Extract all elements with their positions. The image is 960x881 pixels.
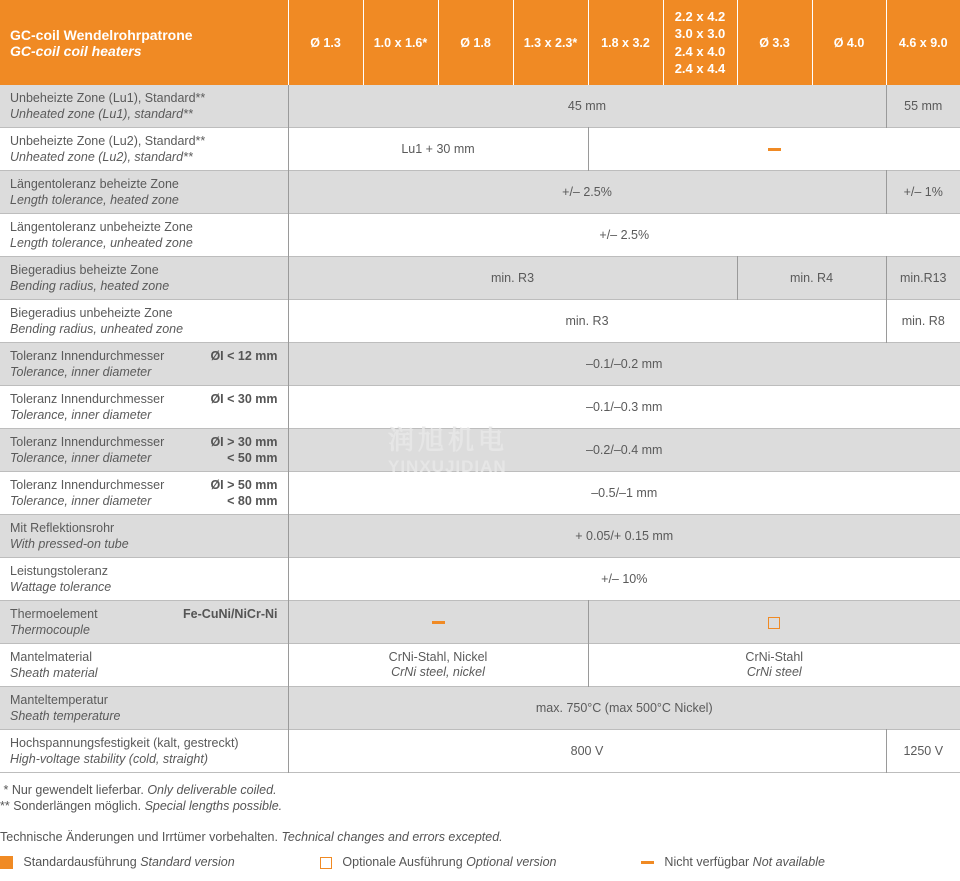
row-label-en: Thermocouple bbox=[10, 623, 90, 637]
row-label-de: Thermoelement bbox=[10, 607, 98, 621]
row-label bbox=[0, 558, 288, 601]
table-row bbox=[0, 386, 960, 429]
row-label bbox=[0, 128, 288, 171]
cell-value-en: CrNi steel bbox=[746, 665, 802, 679]
column-header: Ø 1.8 bbox=[438, 0, 513, 85]
row-label-en: Tolerance, inner diameter bbox=[10, 365, 152, 379]
column-header-line: 2.4 x 4.4 bbox=[674, 61, 726, 76]
column-header-stacked bbox=[663, 0, 737, 85]
row-label-en: Bending radius, heated zone bbox=[10, 279, 170, 293]
table-cell bbox=[288, 601, 588, 644]
footnote bbox=[0, 798, 282, 814]
row-spec-line: < 50 mm bbox=[227, 451, 278, 465]
not-available-dash-icon bbox=[432, 621, 445, 624]
disclaimer-de: Technische Änderungen und Irrtümer vorbehalten. bbox=[0, 830, 278, 844]
row-label bbox=[0, 300, 288, 343]
footnote-de: * Nur gewendelt lieferbar. bbox=[3, 783, 144, 797]
footnote-de: ** Sonderlängen möglich. bbox=[0, 799, 142, 813]
table-cell: –0.1/–0.3 mm bbox=[288, 386, 960, 429]
row-label-en: Length tolerance, unheated zone bbox=[10, 236, 193, 250]
row-label-de: Biegeradius beheizte Zone bbox=[10, 263, 159, 277]
table-cell: min.R13 bbox=[886, 257, 960, 300]
table-title bbox=[0, 0, 288, 85]
table-cell: +/– 2.5% bbox=[288, 171, 886, 214]
row-label-en: Tolerance, inner diameter bbox=[10, 451, 152, 465]
legend-label-de: Optionale Ausführung bbox=[342, 855, 463, 869]
row-label-de: Toleranz Innendurchmesser bbox=[10, 478, 165, 492]
disclaimer bbox=[0, 830, 503, 844]
footnotes bbox=[0, 782, 282, 814]
column-header: 1.8 x 3.2 bbox=[588, 0, 663, 85]
row-label bbox=[0, 515, 288, 558]
column-header: 1.3 x 2.3* bbox=[513, 0, 588, 85]
row-label-en: Sheath material bbox=[10, 666, 98, 680]
footnote bbox=[0, 782, 282, 798]
row-label-de: Toleranz Innendurchmesser bbox=[10, 349, 165, 363]
table-row bbox=[0, 343, 960, 386]
row-label-spec bbox=[183, 606, 277, 622]
row-label bbox=[0, 386, 288, 429]
table-cell: + 0.05/+ 0.15 mm bbox=[288, 515, 960, 558]
legend-item-standard bbox=[0, 855, 235, 869]
row-spec-line: ØI < 30 mm bbox=[210, 392, 278, 406]
table-cell: min. R4 bbox=[737, 257, 886, 300]
cell-value-de: CrNi-Stahl, Nickel bbox=[388, 650, 488, 664]
row-label-de: Hochspannungsfestigkeit (kalt, gestreckt) bbox=[10, 736, 239, 750]
row-label-en: Tolerance, inner diameter bbox=[10, 408, 152, 422]
table-cell: 800 V bbox=[288, 730, 886, 773]
row-label-de: Manteltemperatur bbox=[10, 693, 108, 707]
table-cell: –0.1/–0.2 mm bbox=[288, 343, 960, 386]
row-spec-line: ØI > 50 mm bbox=[210, 478, 278, 492]
row-label-de: Längentoleranz beheizte Zone bbox=[10, 177, 179, 191]
table-cell: +/– 10% bbox=[288, 558, 960, 601]
table-cell: 1250 V bbox=[886, 730, 960, 773]
row-label-en: With pressed-on tube bbox=[10, 537, 129, 551]
table-cell: min. R3 bbox=[288, 257, 737, 300]
row-label-spec bbox=[210, 434, 277, 466]
row-label bbox=[0, 644, 288, 687]
row-label-en: Unheated zone (Lu1), standard** bbox=[10, 107, 193, 121]
table-row bbox=[0, 601, 960, 644]
row-label-en: Unheated zone (Lu2), standard** bbox=[10, 150, 193, 164]
table-cell: +/– 2.5% bbox=[288, 214, 960, 257]
table-row bbox=[0, 300, 960, 343]
row-label bbox=[0, 687, 288, 730]
cell-value-de: CrNi-Stahl bbox=[745, 650, 804, 664]
row-label-de: Toleranz Innendurchmesser bbox=[10, 392, 165, 406]
column-header: 4.6 x 9.0 bbox=[886, 0, 960, 85]
table-cell: min. R3 bbox=[288, 300, 886, 343]
row-label-de: Unbeheizte Zone (Lu1), Standard** bbox=[10, 91, 206, 105]
table-row bbox=[0, 730, 960, 773]
table-cell: +/– 1% bbox=[886, 171, 960, 214]
table-cell: 55 mm bbox=[886, 85, 960, 128]
row-label-spec bbox=[210, 477, 277, 509]
table-row bbox=[0, 644, 960, 687]
table-cell: Lu1 + 30 mm bbox=[288, 128, 588, 171]
table-row bbox=[0, 257, 960, 300]
table-cell: 45 mm bbox=[288, 85, 886, 128]
row-label bbox=[0, 429, 288, 472]
column-header: Ø 1.3 bbox=[288, 0, 363, 85]
table-title-de: GC-coil Wendelrohrpatrone bbox=[10, 26, 193, 43]
row-label-de: Mantelmaterial bbox=[10, 650, 92, 664]
row-label bbox=[0, 343, 288, 386]
row-label-en: Length tolerance, heated zone bbox=[10, 193, 179, 207]
table-cell: –0.2/–0.4 mm bbox=[288, 429, 960, 472]
watermark-top: 润旭机电 bbox=[388, 425, 509, 455]
table-cell bbox=[588, 128, 960, 171]
row-label bbox=[0, 730, 288, 773]
row-label-en: Sheath temperature bbox=[10, 709, 121, 723]
row-label bbox=[0, 214, 288, 257]
disclaimer-en: Technical changes and errors excepted. bbox=[281, 830, 503, 844]
table-cell bbox=[288, 644, 588, 687]
table-row bbox=[0, 687, 960, 730]
column-header: Ø 3.3 bbox=[737, 0, 812, 85]
cell-value-en: CrNi steel, nickel bbox=[391, 665, 485, 679]
row-label bbox=[0, 601, 288, 644]
row-label-de: Leistungstoleranz bbox=[10, 564, 108, 578]
row-label-de: Biegeradius unbeheizte Zone bbox=[10, 306, 173, 320]
row-spec-line: ØI > 30 mm bbox=[210, 435, 278, 449]
row-label bbox=[0, 171, 288, 214]
table-row bbox=[0, 85, 960, 128]
row-label-en: Tolerance, inner diameter bbox=[10, 494, 152, 508]
legend-label-en: Not available bbox=[752, 855, 825, 869]
optional-square-icon bbox=[768, 617, 780, 629]
row-label-en: Wattage tolerance bbox=[10, 580, 112, 594]
row-label-spec bbox=[210, 391, 277, 407]
row-label bbox=[0, 85, 288, 128]
table-row bbox=[0, 429, 960, 472]
row-label-de: Toleranz Innendurchmesser bbox=[10, 435, 165, 449]
column-header-line: 2.4 x 4.0 bbox=[674, 43, 726, 59]
row-spec-line: ØI < 12 mm bbox=[210, 349, 278, 363]
legend-item-not-available bbox=[641, 855, 825, 869]
not-available-dash-icon bbox=[768, 148, 781, 151]
table-row bbox=[0, 472, 960, 515]
legend-label-de: Nicht verfügbar bbox=[664, 855, 750, 869]
column-header: 1.0 x 1.6* bbox=[363, 0, 438, 85]
table-cell: min. R8 bbox=[886, 300, 960, 343]
table-row bbox=[0, 515, 960, 558]
column-header: Ø 4.0 bbox=[812, 0, 886, 85]
column-header-line: 2.2 x 4.2 bbox=[674, 8, 726, 24]
table-row bbox=[0, 214, 960, 257]
standard-filled-square-icon bbox=[0, 856, 13, 869]
legend-label-de: Standardausführung bbox=[23, 855, 137, 869]
not-available-dash-icon bbox=[641, 861, 654, 864]
row-label-de: Längentoleranz unbeheizte Zone bbox=[10, 220, 193, 234]
row-label-en: High-voltage stability (cold, straight) bbox=[10, 752, 208, 766]
table-header-row bbox=[0, 0, 960, 85]
legend-item-optional bbox=[320, 855, 556, 869]
row-label-de: Unbeheizte Zone (Lu2), Standard** bbox=[10, 134, 206, 148]
table-row bbox=[0, 558, 960, 601]
table-cell bbox=[588, 644, 960, 687]
watermark-bottom: YINXUJIDIAN bbox=[388, 457, 507, 476]
table-title-en: GC-coil coil heaters bbox=[10, 42, 142, 59]
table-row bbox=[0, 171, 960, 214]
table-row bbox=[0, 128, 960, 171]
row-label bbox=[0, 472, 288, 515]
optional-square-icon bbox=[320, 857, 332, 869]
legend-label-en: Optional version bbox=[466, 855, 557, 869]
row-label-de: Mit Reflektionsrohr bbox=[10, 521, 115, 535]
table-cell: max. 750°C (max 500°C Nickel) bbox=[288, 687, 960, 730]
footnote-en: Only deliverable coiled. bbox=[147, 783, 277, 797]
row-spec-line: < 80 mm bbox=[227, 494, 278, 508]
footnote-en: Special lengths possible. bbox=[144, 799, 283, 813]
table-cell: –0.5/–1 mm bbox=[288, 472, 960, 515]
legend-label-en: Standard version bbox=[140, 855, 235, 869]
column-header-line: 3.0 x 3.0 bbox=[674, 26, 726, 41]
row-label-en: Bending radius, unheated zone bbox=[10, 322, 184, 336]
row-label bbox=[0, 257, 288, 300]
row-label-spec bbox=[210, 348, 277, 364]
row-spec-line: Fe-CuNi/NiCr-Ni bbox=[183, 607, 278, 621]
table-cell bbox=[588, 601, 960, 644]
